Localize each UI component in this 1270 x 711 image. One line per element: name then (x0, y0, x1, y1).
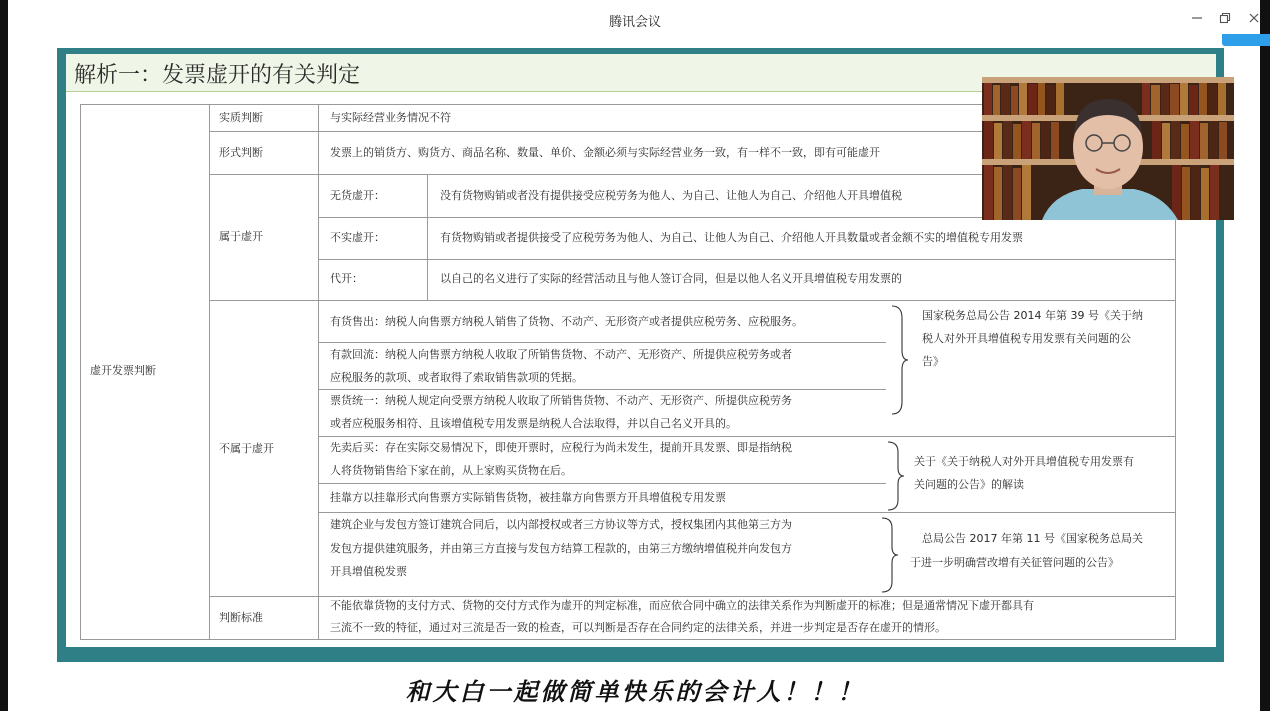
not-belongs-item-3-line2: 或者应税服务相符、且该增值税专用发票是纳税人合法取得，并以自己名义开具的。 (330, 417, 737, 430)
ref-brace-3 (880, 516, 900, 594)
not-belongs-item-6-line3: 开具增值税发票 (330, 565, 407, 578)
ref-2-line2: 关问题的公告》的解读 (914, 478, 1024, 491)
window-title: 腾讯会议 (608, 15, 661, 30)
ref-brace-2 (886, 440, 906, 512)
belongs-text-1: 没有货物购销或者没有提供接受应税劳务为他人、为自己、让他人为自己、介绍他人开具增值税 (440, 189, 902, 202)
belongs-text-2: 有货物购销或者提供接受了应税劳务为他人、为自己、让他人为自己、介绍他人开具数量或者金额不实的增值税专用发票 (440, 231, 1023, 244)
standard-line1: 不能依靠货物的支付方式、货物的交付方式作为虚开的判定标准，而应依合同中确立的法律关系作为判断虚开的标准；但是通常情况下虚开都具有 (330, 599, 1034, 612)
window-titlebar (0, 0, 1270, 40)
not-belongs-item-1: 有货售出：纳税人向售票方纳税人销售了货物、不动产、无形资产或者提供应税劳务、应税服务。 (330, 315, 803, 328)
belongs-label: 属于虚开 (219, 230, 263, 243)
right-screen-edge (1260, 0, 1270, 711)
ref-3-line2: 于进一步明确营改增有关征管问题的公告》 (910, 556, 1119, 569)
belongs-term-1: 无货虚开： (330, 189, 385, 202)
restore-icon[interactable] (1214, 10, 1236, 30)
ref-1-line1: 国家税务总局公告 2014 年第 39 号《关于纳 (922, 309, 1143, 322)
belongs-text-3: 以自己的名义进行了实际的经营活动且与他人签订合同，但是以他人名义开具增值税专用发票的 (440, 272, 902, 285)
minimize-icon[interactable] (1186, 10, 1208, 30)
not-belongs-item-2-line1: 有款回流：纳税人向售票方纳税人收取了所销售货物、不动产、无形资产、所提供应税劳务或者 (330, 348, 792, 361)
belongs-term-2: 不实虚开： (330, 231, 385, 244)
ref-brace-1 (890, 304, 910, 416)
substance-text: 与实际经营业务情况不符 (330, 111, 451, 124)
not-belongs-item-6-line1: 建筑企业与发包方签订建筑合同后，以内部授权或者三方协议等方式，授权集团内其他第三方为 (330, 518, 792, 531)
not-belongs-item-3-line1: 票货统一：纳税人规定向受票方纳税人收取了所销售货物、不动产、无形资产、所提供应税劳务 (330, 394, 792, 407)
standard-label: 判断标准 (219, 611, 263, 624)
slide-title: 解析一：发票虚开的有关判定 (74, 63, 361, 88)
not-belongs-item-4-line2: 人将货物销售给下家在前，从上家购买货物在后。 (330, 464, 572, 477)
webcam-video[interactable] (982, 77, 1234, 220)
ref-1-line2: 税人对外开具增值税专用发票有关问题的公 (922, 332, 1131, 345)
substance-label: 实质判断 (219, 111, 263, 124)
form-label: 形式判断 (219, 146, 263, 159)
footer-slogan: 和大白一起做简单快乐的会计人！！！ (405, 677, 865, 706)
not-belongs-item-5: 挂靠方以挂靠形式向售票方实际销售货物，被挂靠方向售票方开具增值税专用发票 (330, 491, 726, 504)
not-belongs-label: 不属于虚开 (219, 442, 274, 455)
ref-3-line1: 总局公告 2017 年第 11 号《国家税务总局关 (922, 532, 1143, 545)
not-belongs-item-4-line1: 先卖后买：存在实际交易情况下，即使开票时，应税行为尚未发生，提前开具发票、即是指纳税 (330, 441, 792, 454)
not-belongs-item-2-line2: 应税服务的款项、或者取得了索取销售款项的凭据。 (330, 371, 583, 384)
form-text: 发票上的销货方、购货方、商品名称、数量、单价、金额必须与实际经营业务一致，有一样不一致，即有可能虚开 (330, 146, 880, 159)
ref-2-line1: 关于《关于纳税人对外开具增值税专用发票有 (914, 455, 1134, 468)
not-belongs-item-6-line2: 发包方提供建筑服务，并由第三方直接与发包方结算工程款的，由第三方缴纳增值税并向发包方 (330, 542, 792, 555)
belongs-term-3: 代开： (330, 272, 363, 285)
left-screen-edge (0, 0, 8, 711)
standard-line2: 三流不一致的特征，通过对三流是否一致的检查，可以判断是否存在合同约定的法律关系，并进一步判定是否存在虚开的情形。 (330, 621, 946, 634)
ref-1-line3: 告》 (922, 355, 944, 368)
meeting-indicator-badge (1222, 34, 1270, 46)
webcam-image (982, 77, 1234, 220)
main-label: 虚开发票判断 (90, 364, 156, 377)
